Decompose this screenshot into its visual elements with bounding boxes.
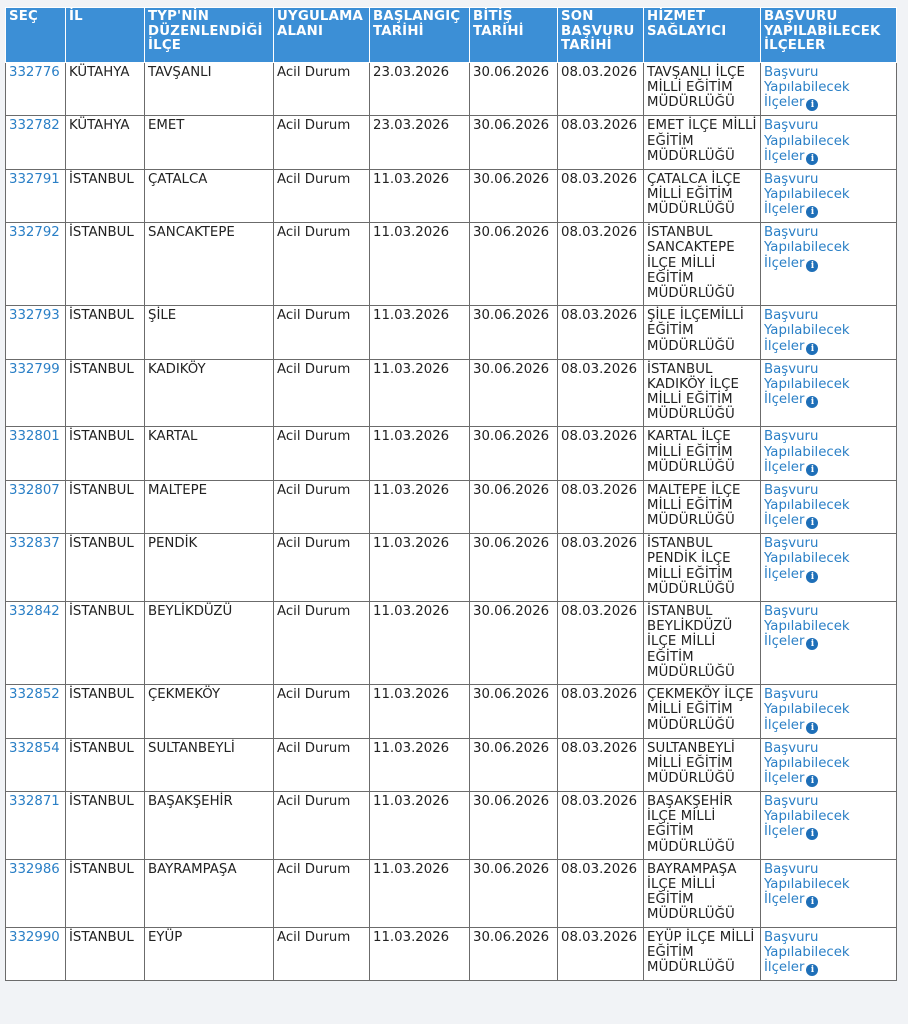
ilce-cell: SANCAKTEPE [145,223,274,306]
table-row [6,306,897,359]
table-row [6,791,897,859]
uygulama-alani-cell: Acil Durum [274,859,370,927]
son-basvuru-tarihi-cell: 08.03.2026 [558,602,644,685]
course-id-link[interactable]: 332801 [9,429,60,445]
son-basvuru-tarihi-cell: 08.03.2026 [558,534,644,602]
sec-cell [6,685,66,738]
header-hizmet-saglayici[interactable]: HİZMET SAĞLAYICI [644,8,761,63]
baslangic-tarihi-cell: 11.03.2026 [370,306,470,359]
uygulama-alani-cell: Acil Durum [274,685,370,738]
info-icon[interactable]: i [806,571,818,583]
uygulama-alani-cell: Acil Durum [274,480,370,533]
basvuru-ilceler-label[interactable]: Başvuru Yapılabilecek İlçeler [764,171,850,218]
son-basvuru-tarihi-cell: 08.03.2026 [558,685,644,738]
il-cell: İSTANBUL [66,359,145,427]
basvuru-ilceler-label[interactable]: Başvuru Yapılabilecek İlçeler [764,793,850,840]
basvuru-ilceler-label[interactable]: Başvuru Yapılabilecek İlçeler [764,536,850,582]
info-icon[interactable]: i [806,343,818,355]
ilce-cell: ŞİLE [145,306,274,359]
table-body [6,63,897,981]
bitis-tarihi-cell: 30.06.2026 [470,738,558,791]
basvuru-ilceler-cell [761,169,897,222]
basvuru-ilceler-cell [761,63,897,116]
uygulama-alani-cell: Acil Durum [274,738,370,791]
course-id-link[interactable]: 332793 [9,308,60,324]
hizmet-saglayici-cell: TAVŞANLI İLÇE MİLLİ EĞİTİM MÜDÜRLÜĞÜ [644,63,761,116]
bitis-tarihi-cell: 30.06.2026 [470,169,558,222]
son-basvuru-tarihi-cell: 08.03.2026 [558,223,644,306]
info-icon[interactable]: i [806,396,818,408]
table-row [6,534,897,602]
sec-cell [6,602,66,685]
il-cell: İSTANBUL [66,534,145,602]
basvuru-ilceler-link[interactable] [764,536,850,581]
course-list-table [5,7,897,981]
baslangic-tarihi-cell: 23.03.2026 [370,116,470,169]
basvuru-ilceler-cell [761,480,897,533]
sec-cell [6,223,66,306]
basvuru-ilceler-label[interactable]: Başvuru Yapılabilecek İlçeler [764,604,850,650]
il-cell: İSTANBUL [66,859,145,927]
info-icon[interactable]: i [806,638,818,650]
son-basvuru-tarihi-cell: 08.03.2026 [558,306,644,359]
sec-cell [6,427,66,480]
hizmet-saglayici-cell: İSTANBUL SANCAKTEPE İLÇE MİLLİ EĞİTİM MÜDÜRLÜĞÜ [644,223,761,306]
son-basvuru-tarihi-cell: 08.03.2026 [558,738,644,791]
bitis-tarihi-cell: 30.06.2026 [470,602,558,685]
ilce-cell: ÇATALCA [145,169,274,222]
header-ilce[interactable]: TYP'NİN DÜZENLENDİĞİ İLÇE [145,8,274,63]
basvuru-ilceler-cell [761,791,897,859]
course-id-link[interactable]: 332837 [9,536,60,552]
il-cell: KÜTAHYA [66,63,145,116]
sec-cell [6,359,66,427]
basvuru-ilceler-label[interactable]: Başvuru Yapılabilecek İlçeler [764,861,850,908]
info-icon[interactable]: i [806,896,818,908]
course-id-link[interactable]: 332986 [9,861,60,877]
basvuru-ilceler-cell [761,602,897,685]
hizmet-saglayici-cell: MALTEPE İLÇE MİLLİ EĞİTİM MÜDÜRLÜĞÜ [644,480,761,533]
baslangic-tarihi-cell: 11.03.2026 [370,359,470,427]
basvuru-ilceler-label[interactable]: Başvuru Yapılabilecek İlçeler [764,929,850,975]
bitis-tarihi-cell: 30.06.2026 [470,116,558,169]
bitis-tarihi-cell: 30.06.2026 [470,791,558,859]
basvuru-ilceler-cell [761,738,897,791]
info-icon[interactable]: i [806,153,818,165]
uygulama-alani-cell: Acil Durum [274,927,370,980]
il-cell: İSTANBUL [66,223,145,306]
basvuru-ilceler-label[interactable]: Başvuru Yapılabilecek İlçeler [764,687,850,733]
ilce-cell: MALTEPE [145,480,274,533]
course-id-link[interactable]: 332871 [9,793,60,809]
header-son-basvuru-tarihi[interactable]: SON BAŞVURU TARİHİ [558,8,644,63]
table-row [6,602,897,685]
sec-cell [6,738,66,791]
table-row [6,63,897,116]
basvuru-ilceler-cell [761,859,897,927]
basvuru-ilceler-cell [761,927,897,980]
son-basvuru-tarihi-cell: 08.03.2026 [558,480,644,533]
hizmet-saglayici-cell: BAŞAKŞEHİR İLÇE MİLLİ EĞİTİM MÜDÜRLÜĞÜ [644,791,761,859]
hizmet-saglayici-cell: ÇATALCA İLÇE MİLLİ EĞİTİM MÜDÜRLÜĞÜ [644,169,761,222]
sec-cell [6,791,66,859]
uygulama-alani-cell: Acil Durum [274,359,370,427]
info-icon[interactable]: i [806,964,818,976]
info-icon[interactable]: i [806,260,818,272]
uygulama-alani-cell: Acil Durum [274,791,370,859]
hizmet-saglayici-cell: SULTANBEYLİ MİLLİ EĞİTİM MÜDÜRLÜĞÜ [644,738,761,791]
table-row [6,738,897,791]
son-basvuru-tarihi-cell: 08.03.2026 [558,169,644,222]
info-icon[interactable]: i [806,464,818,476]
hizmet-saglayici-cell: İSTANBUL PENDİK İLÇE MİLLİ EĞİTİM MÜDÜRLÜĞÜ [644,534,761,602]
baslangic-tarihi-cell: 11.03.2026 [370,791,470,859]
il-cell: İSTANBUL [66,427,145,480]
table-row [6,169,897,222]
basvuru-ilceler-link[interactable] [764,862,850,907]
header-bitis-tarihi[interactable]: BİTİŞ TARİHİ [470,8,558,63]
info-icon[interactable]: i [806,828,818,840]
sec-cell [6,116,66,169]
table-row [6,685,897,738]
basvuru-ilceler-cell [761,685,897,738]
course-id-link[interactable]: 332782 [9,118,60,134]
basvuru-ilceler-label[interactable]: Başvuru Yapılabilecek İlçeler [764,225,850,271]
basvuru-ilceler-label[interactable]: Başvuru Yapılabilecek İlçeler [764,308,850,354]
header-sec[interactable]: SEÇ [6,8,66,63]
sec-cell [6,859,66,927]
basvuru-ilceler-link[interactable] [764,172,850,217]
bitis-tarihi-cell: 30.06.2026 [470,927,558,980]
header-uygulama-alani[interactable]: UYGULAMA ALANI [274,8,370,63]
bitis-tarihi-cell: 30.06.2026 [470,223,558,306]
basvuru-ilceler-cell [761,359,897,427]
baslangic-tarihi-cell: 11.03.2026 [370,427,470,480]
sec-cell [6,480,66,533]
basvuru-ilceler-cell [761,223,897,306]
basvuru-ilceler-link[interactable] [764,308,850,353]
sec-cell [6,534,66,602]
basvuru-ilceler-link[interactable] [764,225,850,270]
table-row [6,359,897,427]
baslangic-tarihi-cell: 11.03.2026 [370,480,470,533]
table-row [6,427,897,480]
ilce-cell: BAŞAKŞEHİR [145,791,274,859]
hizmet-saglayici-cell: BAYRAMPAŞA İLÇE MİLLİ EĞİTİM MÜDÜRLÜĞÜ [644,859,761,927]
baslangic-tarihi-cell: 11.03.2026 [370,534,470,602]
course-id-link[interactable]: 332852 [9,687,60,703]
son-basvuru-tarihi-cell: 08.03.2026 [558,859,644,927]
bitis-tarihi-cell: 30.06.2026 [470,534,558,602]
il-cell: İSTANBUL [66,685,145,738]
il-cell: KÜTAHYA [66,116,145,169]
basvuru-ilceler-label[interactable]: Başvuru Yapılabilecek İlçeler [764,429,850,475]
bitis-tarihi-cell: 30.06.2026 [470,306,558,359]
ilce-cell: TAVŞANLI [145,63,274,116]
basvuru-ilceler-link[interactable] [764,604,850,649]
basvuru-ilceler-link[interactable] [764,687,850,732]
hizmet-saglayici-cell: İSTANBUL KADIKÖY İLÇE MİLLİ EĞİTİM MÜDÜRLÜĞÜ [644,359,761,427]
ilce-cell: BEYLİKDÜZÜ [145,602,274,685]
il-cell: İSTANBUL [66,791,145,859]
course-id-link[interactable]: 332791 [9,171,60,187]
bitis-tarihi-cell: 30.06.2026 [470,685,558,738]
uygulama-alani-cell: Acil Durum [274,427,370,480]
basvuru-ilceler-cell [761,306,897,359]
hizmet-saglayici-cell: İSTANBUL BEYLİKDÜZÜ İLÇE MİLLİ EĞİTİM MÜDÜRLÜĞÜ [644,602,761,685]
il-cell: İSTANBUL [66,306,145,359]
header-il[interactable]: İL [66,8,145,63]
basvuru-ilceler-cell [761,116,897,169]
course-id-link[interactable]: 332807 [9,482,60,498]
basvuru-ilceler-link[interactable] [764,741,850,786]
il-cell: İSTANBUL [66,738,145,791]
son-basvuru-tarihi-cell: 08.03.2026 [558,791,644,859]
basvuru-ilceler-link[interactable] [764,429,850,474]
table-row [6,223,897,306]
info-icon[interactable]: i [806,775,818,787]
son-basvuru-tarihi-cell: 08.03.2026 [558,116,644,169]
table-row [6,116,897,169]
uygulama-alani-cell: Acil Durum [274,63,370,116]
uygulama-alani-cell: Acil Durum [274,116,370,169]
sec-cell [6,927,66,980]
ilce-cell: KADIKÖY [145,359,274,427]
bitis-tarihi-cell: 30.06.2026 [470,859,558,927]
ilce-cell: EYÜP [145,927,274,980]
course-id-link[interactable]: 332799 [9,361,60,377]
basvuru-ilceler-label[interactable]: Başvuru Yapılabilecek İlçeler [764,361,850,408]
il-cell: İSTANBUL [66,602,145,685]
baslangic-tarihi-cell: 11.03.2026 [370,602,470,685]
info-icon[interactable]: i [806,517,818,529]
sec-cell [6,63,66,116]
table-header [6,8,897,63]
uygulama-alani-cell: Acil Durum [274,534,370,602]
basvuru-ilceler-link[interactable] [764,118,850,163]
il-cell: İSTANBUL [66,927,145,980]
uygulama-alani-cell: Acil Durum [274,602,370,685]
hizmet-saglayici-cell: EYÜP İLÇE MİLLİ EĞİTİM MÜDÜRLÜĞÜ [644,927,761,980]
son-basvuru-tarihi-cell: 08.03.2026 [558,63,644,116]
bitis-tarihi-cell: 30.06.2026 [470,359,558,427]
baslangic-tarihi-cell: 11.03.2026 [370,859,470,927]
baslangic-tarihi-cell: 11.03.2026 [370,169,470,222]
basvuru-ilceler-link[interactable] [764,362,850,407]
basvuru-ilceler-label[interactable]: Başvuru Yapılabilecek İlçeler [764,65,850,111]
son-basvuru-tarihi-cell: 08.03.2026 [558,359,644,427]
baslangic-tarihi-cell: 11.03.2026 [370,223,470,306]
course-id-link[interactable]: 332990 [9,929,60,945]
hizmet-saglayici-cell: KARTAL İLÇE MİLLİ EĞİTİM MÜDÜRLÜĞÜ [644,427,761,480]
ilce-cell: SULTANBEYLİ [145,738,274,791]
basvuru-ilceler-label[interactable]: Başvuru Yapılabilecek İlçeler [764,118,850,164]
baslangic-tarihi-cell: 11.03.2026 [370,738,470,791]
uygulama-alani-cell: Acil Durum [274,306,370,359]
bitis-tarihi-cell: 30.06.2026 [470,480,558,533]
header-basvuru-ilceler[interactable]: BAŞVURU YAPILABİLECEK İLÇELER [761,8,897,63]
basvuru-ilceler-link[interactable] [764,483,850,528]
bitis-tarihi-cell: 30.06.2026 [470,63,558,116]
hizmet-saglayici-cell: ŞİLE İLÇEMİLLİ EĞİTİM MÜDÜRLÜĞÜ [644,306,761,359]
sec-cell [6,306,66,359]
basvuru-ilceler-link[interactable] [764,65,850,110]
basvuru-ilceler-cell [761,534,897,602]
header-baslangic-tarihi[interactable]: BAŞLANGIÇ TARİHİ [370,8,470,63]
hizmet-saglayici-cell: ÇEKMEKÖY İLÇE MİLLİ EĞİTİM MÜDÜRLÜĞÜ [644,685,761,738]
uygulama-alani-cell: Acil Durum [274,169,370,222]
basvuru-ilceler-link[interactable] [764,794,850,839]
baslangic-tarihi-cell: 11.03.2026 [370,685,470,738]
course-id-link[interactable]: 332842 [9,604,60,620]
baslangic-tarihi-cell: 23.03.2026 [370,63,470,116]
header-row [6,8,897,63]
ilce-cell: BAYRAMPAŞA [145,859,274,927]
il-cell: İSTANBUL [66,480,145,533]
ilce-cell: PENDİK [145,534,274,602]
basvuru-ilceler-link[interactable] [764,930,850,975]
son-basvuru-tarihi-cell: 08.03.2026 [558,927,644,980]
ilce-cell: EMET [145,116,274,169]
uygulama-alani-cell: Acil Durum [274,223,370,306]
info-icon[interactable]: i [806,206,818,218]
course-id-link[interactable]: 332776 [9,65,60,80]
course-id-link[interactable]: 332854 [9,740,60,756]
info-icon[interactable]: i [806,722,818,734]
table-row [6,927,897,980]
bitis-tarihi-cell: 30.06.2026 [470,427,558,480]
hizmet-saglayici-cell: EMET İLÇE MİLLİ EĞİTİM MÜDÜRLÜĞÜ [644,116,761,169]
course-id-link[interactable]: 332792 [9,225,60,241]
basvuru-ilceler-label[interactable]: Başvuru Yapılabilecek İlçeler [764,482,850,529]
ilce-cell: KARTAL [145,427,274,480]
il-cell: İSTANBUL [66,169,145,222]
table-row [6,859,897,927]
basvuru-ilceler-cell [761,427,897,480]
ilce-cell: ÇEKMEKÖY [145,685,274,738]
info-icon[interactable]: i [806,99,818,111]
baslangic-tarihi-cell: 11.03.2026 [370,927,470,980]
son-basvuru-tarihi-cell: 08.03.2026 [558,427,644,480]
basvuru-ilceler-label[interactable]: Başvuru Yapılabilecek İlçeler [764,740,850,786]
table-row [6,480,897,533]
sec-cell [6,169,66,222]
